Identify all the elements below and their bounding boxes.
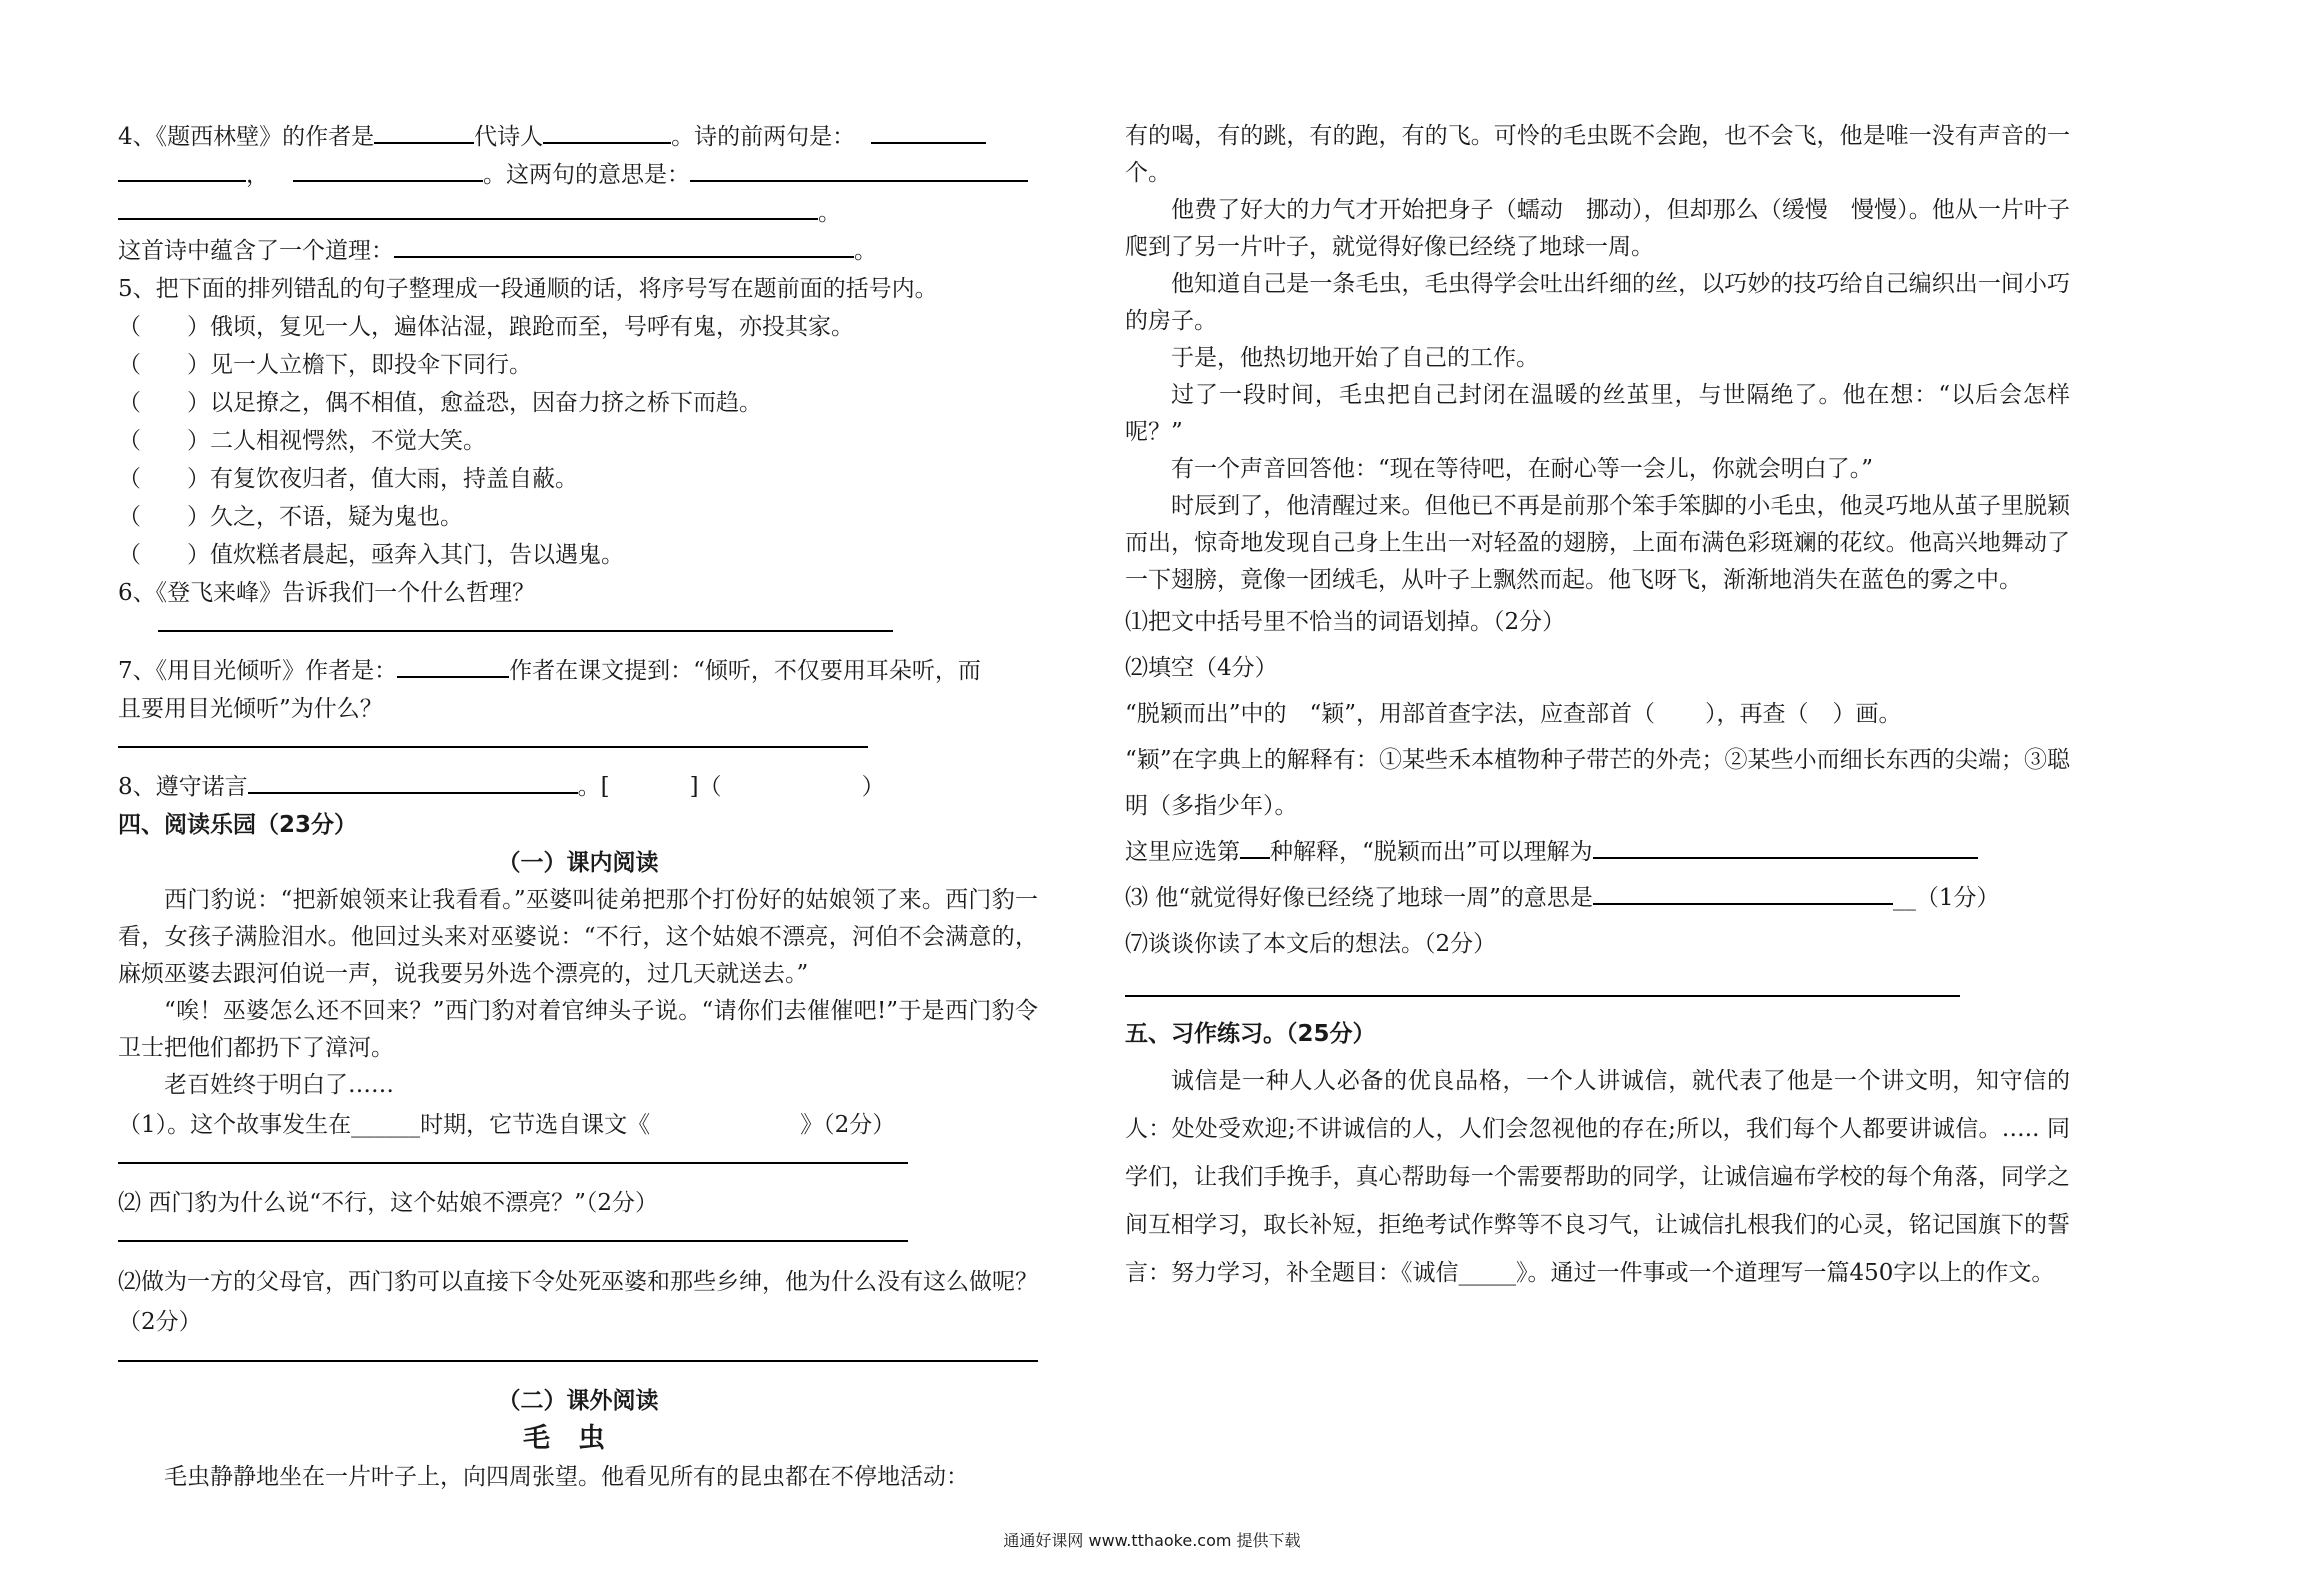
q7-blank-author[interactable] xyxy=(397,652,509,678)
footer-source: 通通好课网 www.tthaoke.com 提供下载 xyxy=(1003,1531,1301,1550)
r1q1-answer-line[interactable] xyxy=(118,1144,908,1164)
r2q2a-text: “脱颖而出”中的 “颖”，用部首查字法，应查部首（ xyxy=(1125,701,1656,727)
r2q3-blank[interactable] xyxy=(1593,879,1893,905)
r1q2-answer-line[interactable] xyxy=(118,1222,908,1242)
reading2-paragraph: 于是，他热切地开始了自己的工作。 xyxy=(1171,345,1539,371)
reading2-paragraph: 过了一段时间，毛虫把自己封闭在温暖的丝茧里，与世隔绝了。他在想：“以后会怎样呢？” xyxy=(1125,382,2070,445)
r2q3-text: __（1分） xyxy=(1892,885,2000,911)
reading2-title-text: 毛虫 xyxy=(523,1423,633,1454)
q5-item: （ ）值炊糕者晨起，亟奔入其门，告以遇鬼。 xyxy=(118,542,624,568)
q5-item: （ ）有复饮夜归者，值大雨，持盖自蔽。 xyxy=(118,466,578,492)
r2-question-1: ⑴把文中括号里不恰当的词语划掉。（2分） xyxy=(1125,609,1566,635)
section-5-heading: 五、习作练习。（25分） xyxy=(1125,1021,1376,1047)
left-column xyxy=(118,118,1038,1496)
q8-blank[interactable] xyxy=(248,768,578,794)
q5-intro: 5、把下面的排列错乱的句子整理成一段通顺的话，将序号写在题前面的括号内。 xyxy=(118,276,938,302)
r1-question-3: ⑵做为一方的父母官，西门豹可以直接下令处死巫婆和那些乡绅，他为什么没有这么做呢？（2分） xyxy=(118,1269,1038,1335)
r2q2c-text: 种解释，“脱颖而出”可以理解为 xyxy=(1270,839,1593,865)
reading2-title xyxy=(118,1420,1038,1458)
q4-blank-line1b[interactable] xyxy=(118,156,246,182)
q5-item: （ ）久之，不语，疑为鬼也。 xyxy=(118,504,463,530)
right-column xyxy=(1125,118,2070,1297)
q4-text: 代诗人 xyxy=(474,124,544,150)
q4-blank-meaning2[interactable] xyxy=(118,194,818,220)
r2q3-text: ⑶ 他“就觉得好像已经绕了地球一周”的意思是 xyxy=(1125,885,1593,911)
q7-answer-line[interactable] xyxy=(118,728,868,748)
q5-item: （ ）以足撩之，偶不相值，愈益恐，因奋力挤之桥下而趋。 xyxy=(118,390,762,416)
r1-question-2: ⑵ 西门豹为什么说“不行，这个姑娘不漂亮？”（2分） xyxy=(118,1190,658,1216)
r2-question-2: ⑵填空（4分） xyxy=(1125,655,1278,681)
q4-text: 。这两句的意思是： xyxy=(483,162,690,188)
q4-blank-truth[interactable] xyxy=(394,232,854,258)
r2q2c-text: 这里应选第 xyxy=(1125,839,1240,865)
q8-text: 8、遵守诺言 xyxy=(118,774,248,800)
r2q2a-text: ），再查（ xyxy=(1705,701,1809,727)
r2q7-answer-line[interactable] xyxy=(1125,977,1960,997)
q4-blank-meaning[interactable] xyxy=(690,156,1028,182)
r2-question-2c xyxy=(1125,829,2070,875)
reading2-paragraph-start: 毛虫静静地坐在一片叶子上，向四周张望。他看见所有的昆虫都在不停地活动： xyxy=(164,1464,969,1490)
q5-item: （ ）见一人立檐下，即投伞下同行。 xyxy=(118,352,532,378)
q4-line4 xyxy=(118,232,1038,270)
q4-text: 。 xyxy=(818,200,841,226)
r2q2c-blank-meaning[interactable] xyxy=(1593,833,1978,859)
q4-text: 。诗的前两句是： xyxy=(671,124,856,150)
r1q3-answer-line[interactable] xyxy=(118,1342,1038,1362)
q4-text: 这首诗中蕴含了一个道理： xyxy=(118,238,394,264)
q5-item: （ ）俄顷，复见一人，遍体沾湿，踉跄而至，号呼有鬼，亦投其家。 xyxy=(118,314,854,340)
reading1-paragraph: “唉！巫婆怎么还不回来？”西门豹对着官绅头子说。“请你们去催催吧!”于是西门豹令卫士把他们都扔下了漳河。 xyxy=(118,998,1038,1061)
q7-text: 作者在课文提到：“倾听，不仅要用耳朵听，而 xyxy=(509,658,981,684)
q8-text: ） xyxy=(861,774,885,800)
subsection-extra-reading: （二）课外阅读 xyxy=(497,1388,659,1414)
reading2-paragraph: 他费了好大的力气才开始把身子（蠕动 挪动），但却那么（缓慢 慢慢）。他从一片叶子爬到了另一片叶子，就觉得好像已经绕了地球一周。 xyxy=(1125,197,2070,260)
r2-question-2a xyxy=(1125,691,2070,737)
q7-line1 xyxy=(118,652,1038,690)
r2-question-3 xyxy=(1125,875,2070,921)
q8-text: 。[ xyxy=(577,774,610,800)
r1q1-text: 》（2分） xyxy=(800,1112,896,1138)
q4-text: 。 xyxy=(854,238,877,264)
q4-blank-line1[interactable] xyxy=(871,118,986,144)
q8-line xyxy=(118,768,1038,806)
r1q1-text: （1）。这个故事发生在______时期，它节选自课文《 xyxy=(118,1112,651,1138)
reading2-paragraph: 有的喝，有的跳，有的跑，有的飞。可怜的毛虫既不会跑，也不会飞，他是唯一没有声音的一个。 xyxy=(1125,123,2070,186)
q8-text: ]（ xyxy=(689,774,722,800)
reading2-paragraph: 时辰到了，他清醒过来。但他已不再是前那个笨手笨脚的小毛虫，他灵巧地从茧子里脱颖而出，惊奇地发现自己身上生出一对轻盈的翅膀，上面布满色彩斑斓的花纹。他高兴地舞动了一下翅膀，竟像一团绒毛，从叶子上飘然而起。他飞呀飞，渐渐地消失在蓝色的雾之中。 xyxy=(1125,493,2070,593)
r2-question-2b: “颖”在字典上的解释有：①某些禾本植物种子带芒的外壳；②某些小而细长东西的尖端；③聪明（多指少年）。 xyxy=(1125,747,2070,819)
q7-text: 7、《用目光倾听》作者是： xyxy=(118,658,398,684)
r2-question-7: ⑺谈谈你读了本文后的想法。（2分） xyxy=(1125,931,1497,957)
q7-line2: 且要用目光倾听”为什么？ xyxy=(118,696,383,722)
q4-text: 4、《题西林壁》的作者是 xyxy=(118,124,375,150)
r1-question-1 xyxy=(118,1106,1038,1144)
reading1-paragraph: 老百姓终于明白了…… xyxy=(164,1072,394,1098)
q6-answer-line[interactable] xyxy=(158,612,893,632)
q6-question: 6、《登飞来峰》告诉我们一个什么哲理？ xyxy=(118,580,536,606)
q4-line3 xyxy=(118,194,1038,232)
reading1-paragraph: 西门豹说：“把新娘领来让我看看。”巫婆叫徒弟把那个打份好的姑娘领了来。西门豹一看，女孩子满脸泪水。他回过头来对巫婆说：“不行，这个姑娘不漂亮，河伯不会满意的，麻烦巫婆去跟河伯说一声，说我要另外选个漂亮的，过几天就送去。” xyxy=(118,887,1038,987)
q4-line1 xyxy=(118,118,1038,156)
reading2-paragraph: 有一个声音回答他：“现在等待吧，在耐心等一会儿，你就会明白了。” xyxy=(1171,456,1874,482)
reading2-paragraph: 他知道自己是一条毛虫，毛虫得学会吐出纤细的丝，以巧妙的技巧给自己编织出一间小巧的房子。 xyxy=(1125,271,2070,334)
q4-blank-author[interactable] xyxy=(374,118,474,144)
q5-item: （ ）二人相视愕然，不觉大笑。 xyxy=(118,428,486,454)
q4-text: ， xyxy=(246,162,269,188)
q4-line2 xyxy=(118,156,1038,194)
q4-blank-dynasty[interactable] xyxy=(543,118,671,144)
section-4-heading: 四、阅读乐园（23分） xyxy=(118,812,358,838)
r2q2c-blank-number[interactable] xyxy=(1240,833,1270,859)
essay-prompt: 诚信是一种人人必备的优良品格，一个人讲诚信，就代表了他是一个讲文明，知守信的人：处处受欢迎;不讲诚信的人，人们会忽视他的存在;所以，我们每个人都要讲诚信。….. 同学们，让我们手挽手，真心帮助每一个需要帮助的同学，让诚信遍布学校的每个角落，同学之间互相学习，取长补短，拒绝考试作弊等不良习气，让诚信扎根我们的心灵，铭记国旗下的誓言：努力学习，补全题目：《诚信_____》。通过一件事或一个道理写一篇450字以上的作文。 xyxy=(1125,1068,2070,1286)
r2q2a-text: ）画。 xyxy=(1832,701,1902,727)
subsection-in-class-reading: （一）课内阅读 xyxy=(497,850,659,876)
q4-blank-line2[interactable] xyxy=(293,156,483,182)
